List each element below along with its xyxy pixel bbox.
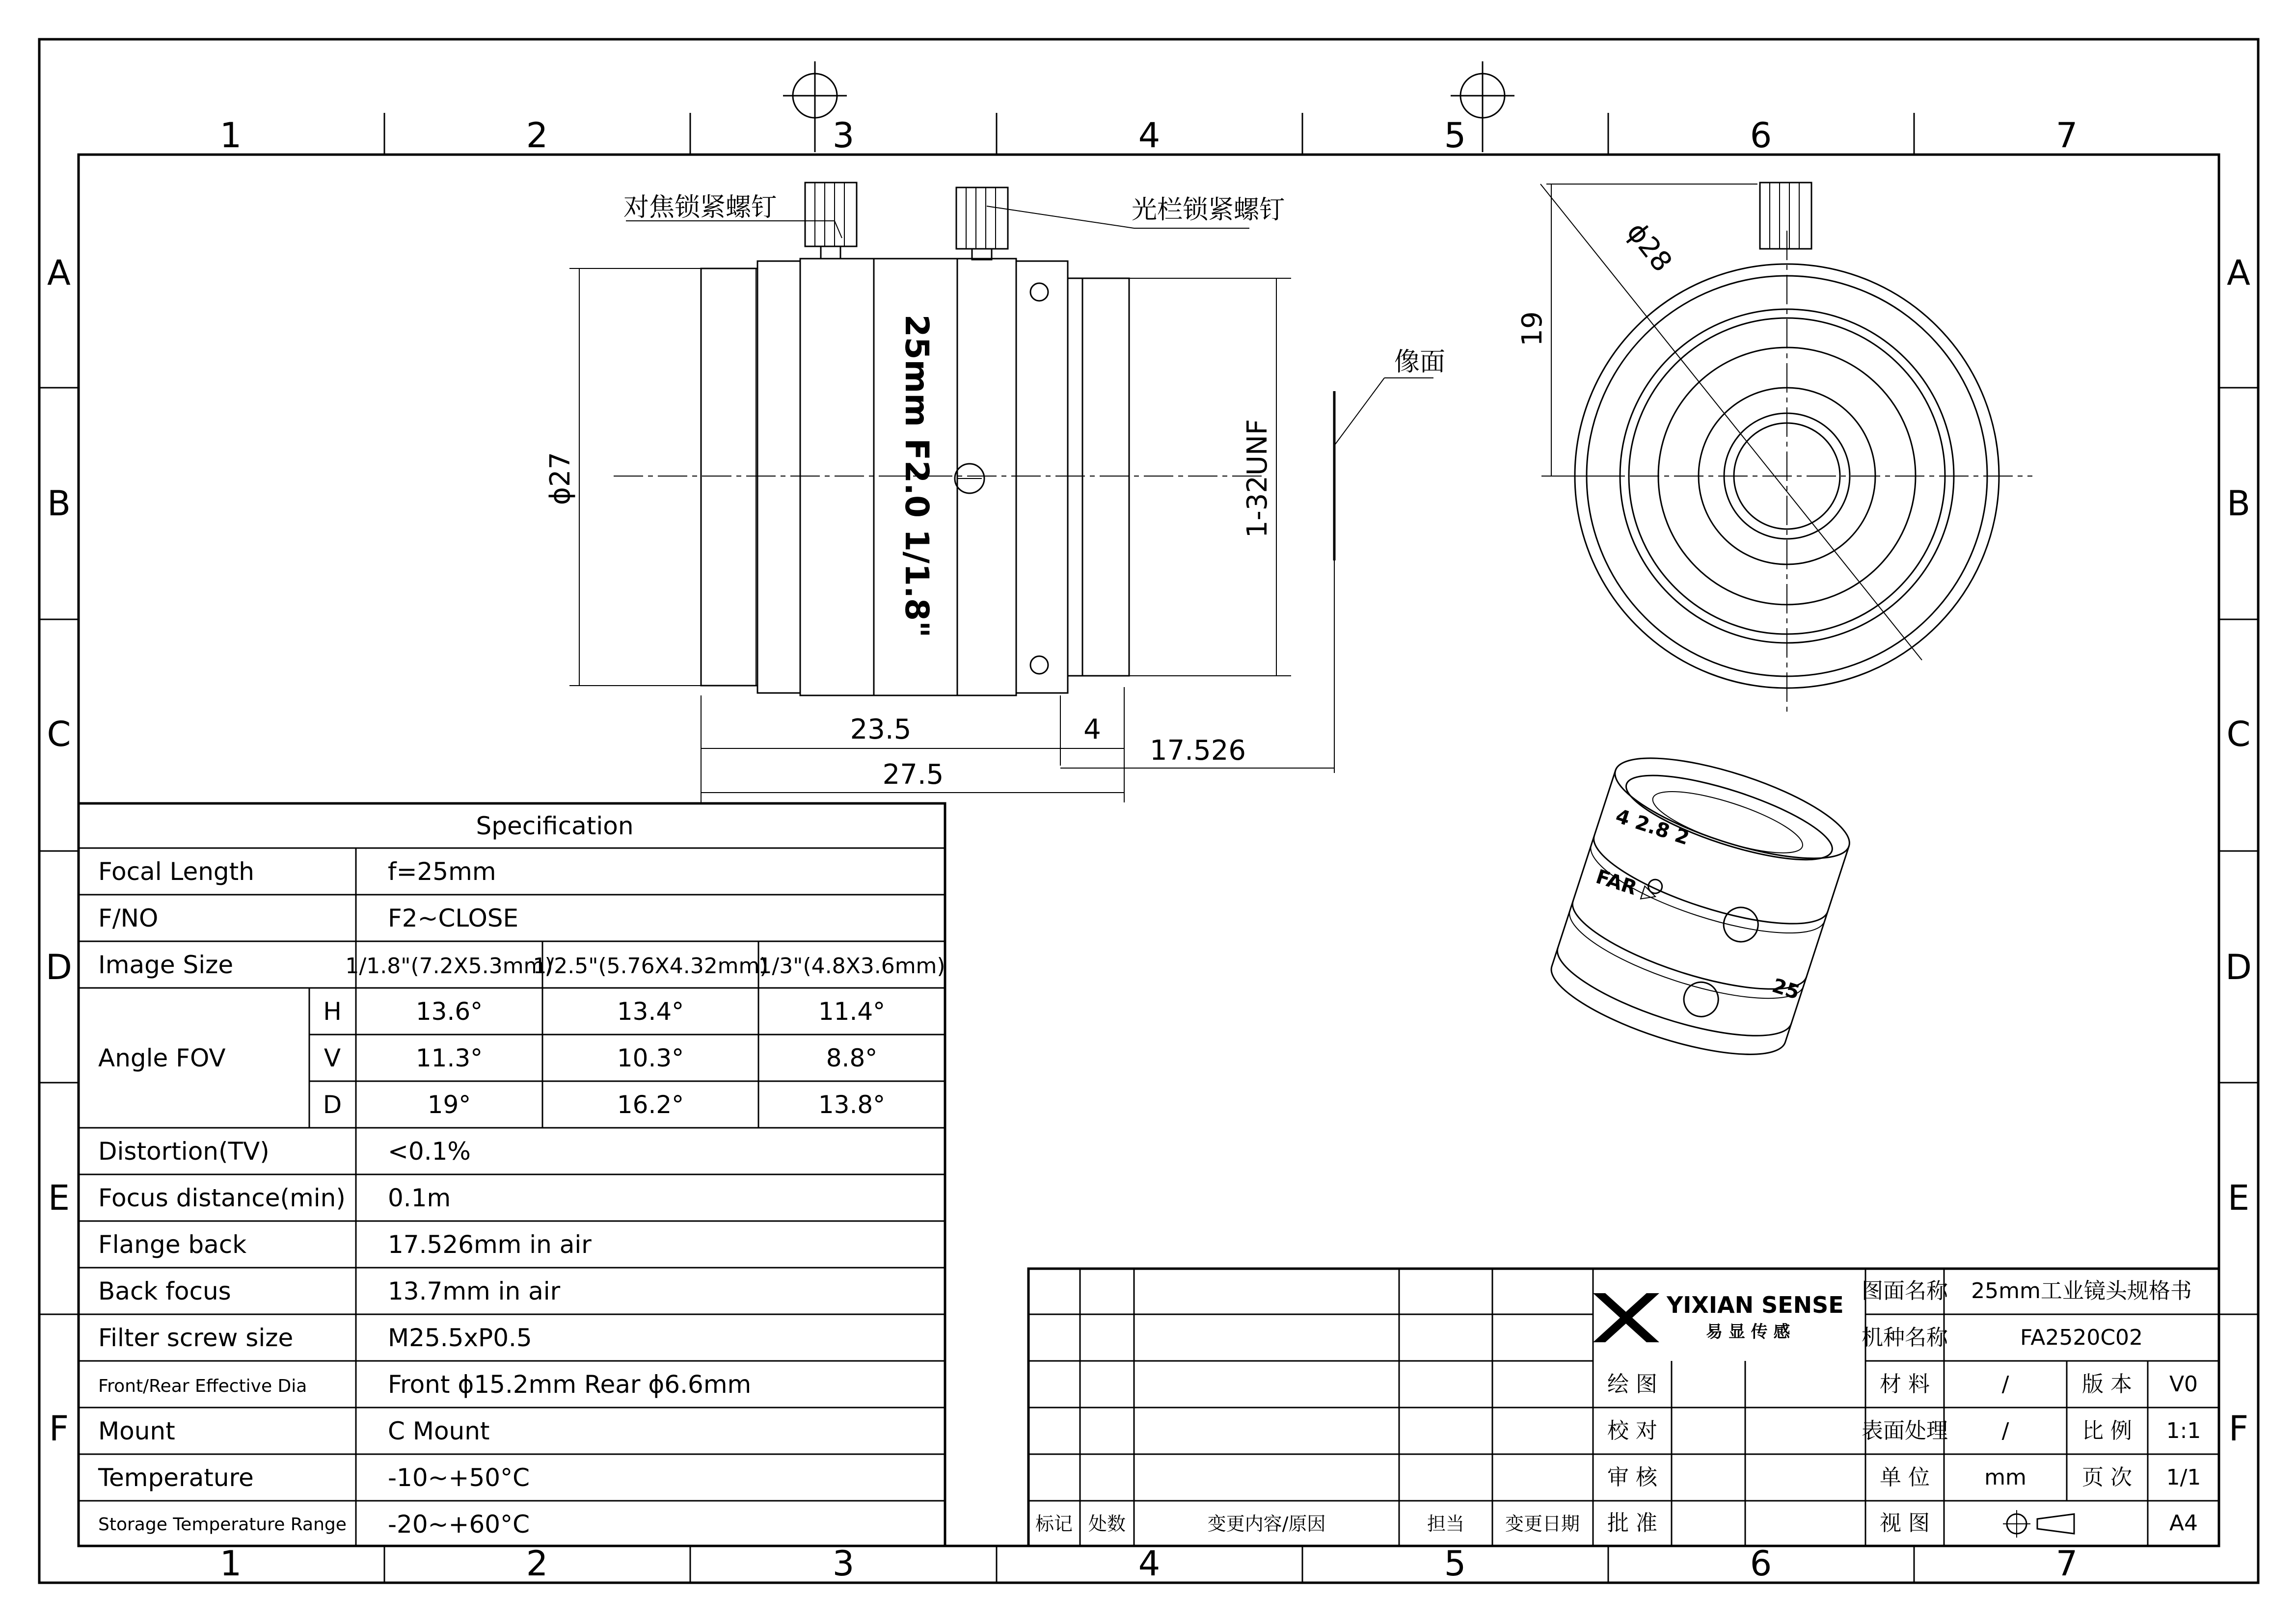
row-label: D bbox=[46, 947, 72, 987]
spec-value: 0.1m bbox=[388, 1184, 451, 1212]
value: A4 bbox=[2169, 1511, 2198, 1536]
row-label: E bbox=[2227, 1178, 2250, 1218]
spec-label: Focal Length bbox=[98, 857, 254, 886]
label: 材 料 bbox=[1880, 1372, 1930, 1397]
spec-label: Image Size bbox=[98, 951, 234, 979]
dim-23-5: 23.5 bbox=[850, 714, 912, 745]
col-label: 6 bbox=[1750, 1543, 1772, 1584]
fov-axis: V bbox=[324, 1044, 341, 1072]
brand-name-cn: 易 显 传 感 bbox=[1706, 1322, 1790, 1342]
spec-label: F/NO bbox=[98, 904, 159, 932]
rev-header: 变更内容/原因 bbox=[1207, 1513, 1326, 1535]
brand-logo bbox=[1593, 1292, 1844, 1342]
fov-value: 11.4° bbox=[818, 997, 886, 1026]
row-label: B bbox=[47, 483, 71, 524]
spec-label: Temperature bbox=[98, 1463, 254, 1492]
iso-far-label: FAR ▷ bbox=[1593, 865, 1661, 907]
fov-value: 10.3° bbox=[617, 1044, 684, 1072]
front-diameter-dim: ϕ28 bbox=[1620, 216, 1678, 278]
diameter-dim: ϕ27 bbox=[544, 452, 576, 505]
label: 机种名称 bbox=[1862, 1325, 1948, 1350]
spec-value: <0.1% bbox=[388, 1137, 471, 1166]
spec-value: 13.7mm in air bbox=[388, 1277, 561, 1305]
dim-17-526: 17.526 bbox=[1150, 735, 1246, 767]
label: 审 核 bbox=[1607, 1465, 1657, 1490]
value: / bbox=[2001, 1372, 2009, 1397]
image-size-value: 1/3"(4.8X3.6mm) bbox=[758, 954, 945, 979]
iris-screw-label: 光栏锁紧螺钉 bbox=[1132, 195, 1285, 225]
image-size-value: 1/2.5"(5.76X4.32mm) bbox=[533, 954, 768, 979]
barrel-text: 25mm F2.0 1/1.8" bbox=[898, 314, 936, 638]
col-label: 3 bbox=[832, 1543, 855, 1584]
spec-value: 17.526mm in air bbox=[388, 1230, 592, 1259]
row-label: D bbox=[2225, 947, 2252, 987]
brand-name: YIXIAN SENSE bbox=[1667, 1292, 1844, 1318]
rev-header: 担当 bbox=[1427, 1513, 1465, 1535]
col-label: 5 bbox=[1444, 115, 1466, 156]
label: 比 例 bbox=[2082, 1418, 2132, 1443]
col-label: 5 bbox=[1444, 1543, 1466, 1584]
label: 图面名称 bbox=[1862, 1278, 1948, 1303]
fov-axis: D bbox=[323, 1090, 342, 1119]
spec-value: C Mount bbox=[388, 1417, 490, 1445]
fov-value: 8.8° bbox=[826, 1044, 878, 1072]
grid-labels bbox=[46, 115, 2252, 1584]
value: V0 bbox=[2169, 1372, 2198, 1397]
outer-border bbox=[39, 39, 2258, 1583]
spec-label: Filter screw size bbox=[98, 1324, 294, 1352]
lens-side-view bbox=[614, 183, 1334, 695]
projection-symbol-icon bbox=[2003, 1510, 2074, 1538]
label: 表面处理 bbox=[1862, 1418, 1948, 1443]
row-label: A bbox=[2227, 253, 2250, 293]
fov-value: 13.4° bbox=[617, 997, 684, 1026]
col-label: 4 bbox=[1138, 115, 1161, 156]
label: 页 次 bbox=[2082, 1465, 2132, 1490]
thread-dim: 1-32UNF bbox=[1242, 419, 1273, 538]
row-label: F bbox=[2228, 1409, 2249, 1449]
lens-iso-view bbox=[1541, 738, 1860, 1075]
drawing-name: 25mm工业镜头规格书 bbox=[1971, 1278, 2192, 1303]
spec-title: Specification bbox=[476, 812, 634, 840]
row-label: E bbox=[48, 1178, 70, 1218]
label: 校 对 bbox=[1607, 1418, 1657, 1443]
dim-27-5: 27.5 bbox=[882, 759, 944, 791]
col-label: 6 bbox=[1750, 115, 1772, 156]
focus-screw-label: 对焦锁紧螺钉 bbox=[623, 193, 777, 222]
fov-value: 16.2° bbox=[617, 1090, 684, 1119]
spec-label: Back focus bbox=[98, 1277, 231, 1305]
dim-4: 4 bbox=[1083, 714, 1101, 745]
col-label: 2 bbox=[526, 1543, 548, 1584]
iso-barrel-text: 25 bbox=[1769, 974, 1803, 1005]
rev-header: 处数 bbox=[1088, 1513, 1126, 1535]
spec-value: f=25mm bbox=[388, 857, 496, 886]
col-label: 3 bbox=[832, 115, 855, 156]
col-label: 1 bbox=[219, 115, 242, 156]
model-name: FA2520C02 bbox=[2020, 1325, 2143, 1350]
iso-ring-numbers: 4 2.8 2 bbox=[1613, 804, 1692, 850]
fov-value: 13.6° bbox=[415, 997, 483, 1026]
spec-label: Storage Temperature Range bbox=[98, 1515, 347, 1535]
spec-label: Front/Rear Effective Dia bbox=[98, 1376, 307, 1396]
spec-value: F2~CLOSE bbox=[388, 904, 519, 932]
spec-value: -10~+50°C bbox=[388, 1463, 530, 1492]
row-label: A bbox=[47, 253, 71, 293]
rev-header: 标记 bbox=[1035, 1513, 1073, 1535]
image-size-value: 1/1.8"(7.2X5.3mm) bbox=[345, 954, 553, 979]
col-label: 4 bbox=[1138, 1543, 1161, 1584]
value: mm bbox=[1984, 1465, 2026, 1490]
spec-value: Front ϕ15.2mm Rear ϕ6.6mm bbox=[388, 1370, 752, 1399]
row-label: C bbox=[2226, 714, 2251, 754]
side-view-dimensions bbox=[544, 193, 1445, 802]
label: 视 图 bbox=[1880, 1511, 1930, 1536]
row-label: F bbox=[49, 1409, 69, 1449]
image-plane-label: 像面 bbox=[1394, 347, 1446, 377]
lens-front-view bbox=[1516, 183, 2032, 717]
value: / bbox=[2001, 1418, 2009, 1443]
fov-value: 13.8° bbox=[818, 1090, 886, 1119]
value: 1:1 bbox=[2166, 1418, 2201, 1443]
spec-value: -20~+60°C bbox=[388, 1510, 530, 1539]
fov-axis: H bbox=[323, 997, 342, 1026]
col-label: 7 bbox=[2055, 1543, 2078, 1584]
row-label: B bbox=[2226, 483, 2251, 524]
value: 1/1 bbox=[2166, 1465, 2201, 1490]
spec-value: M25.5xP0.5 bbox=[388, 1324, 532, 1352]
spec-label: Flange back bbox=[98, 1230, 247, 1259]
col-label: 2 bbox=[526, 115, 548, 156]
label: 绘 图 bbox=[1607, 1372, 1657, 1397]
row-label: C bbox=[47, 714, 71, 754]
fov-value: 19° bbox=[427, 1090, 471, 1119]
spec-label: Distortion(TV) bbox=[98, 1137, 270, 1166]
front-dim-19: 19 bbox=[1516, 311, 1548, 346]
spec-label: Mount bbox=[98, 1417, 175, 1445]
fov-value: 11.3° bbox=[415, 1044, 483, 1072]
label: 版 本 bbox=[2082, 1372, 2132, 1397]
rev-header: 变更日期 bbox=[1505, 1513, 1580, 1535]
col-label: 1 bbox=[219, 1543, 242, 1584]
spec-label: Focus distance(min) bbox=[98, 1184, 346, 1212]
label: 单 位 bbox=[1880, 1465, 1930, 1490]
spec-label: Angle FOV bbox=[98, 1044, 226, 1072]
label: 批 准 bbox=[1607, 1511, 1657, 1536]
col-label: 7 bbox=[2055, 115, 2078, 156]
